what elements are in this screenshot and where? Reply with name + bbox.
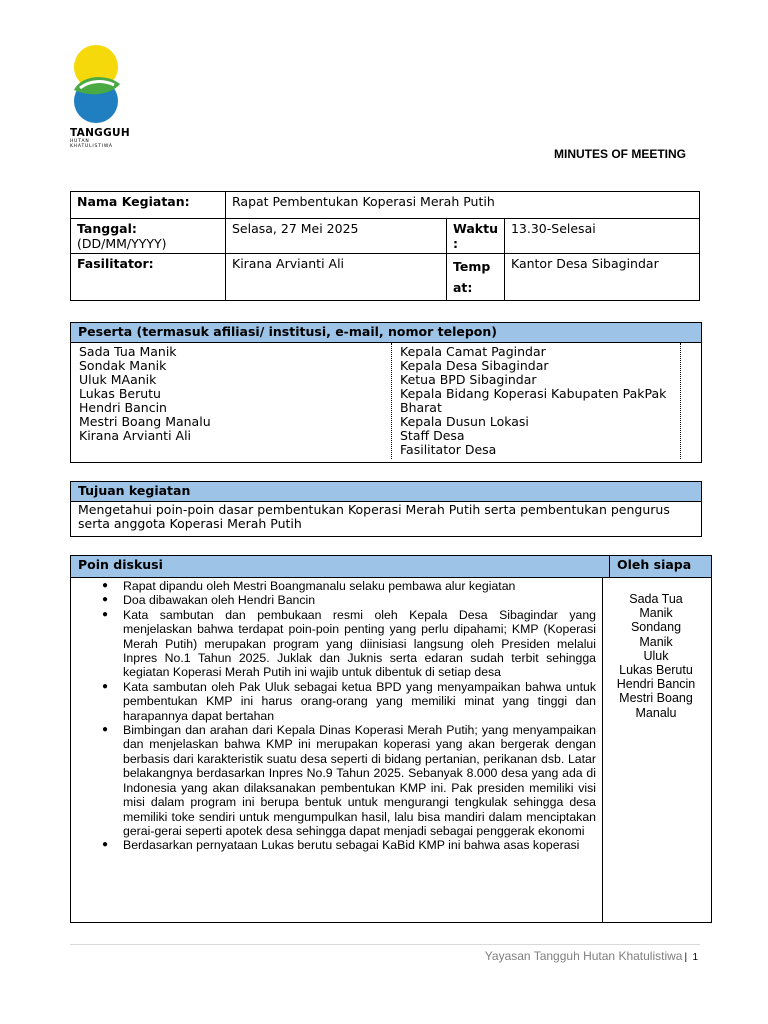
nama-kegiatan-label: Nama Kegiatan: [71,192,226,219]
tanggal-label: Tanggal: [77,221,137,236]
tanggal-value: Selasa, 27 Mei 2025 [226,219,447,254]
peserta-name: Hendri Bancin [79,400,167,415]
logo-name: TANGGUH [70,127,130,139]
tujuan-section [70,481,702,537]
bullet-icon: ● [102,608,109,620]
peserta-role: Kepala Dusun Lokasi [400,414,529,429]
poin-diskusi-header: Poin diskusi [71,556,610,577]
oleh-siapa-item: Hendri Bancin [616,677,696,692]
poin-item: ● Bimbingan dan arahan dari Kepala Dinas Koperasi Merah Putih; yang menyampaikan dan menjelaskan bahwa KMP ini merupakan koperasi yang akan bergerak dengan berbasis dari karakteristik suatu desa seperti di bidang pertanian, perikanan dsb. Latar belakangnya berdasarkan Inpres No.9 Tahun 2025. Sebanyak 8.000 desa yang ada di Indonesia yang akan dilaksanakan pembentukan KMP ini. Pak presiden memiliki visi misi dalam program ini berupa bentuk untuk mengurangi tengkulak sehingga desa memiliki toke sendiri untuk mengumpulkan hasil, lalu bisa mandiri dalam menciptakan gerai-gerai seperti apotek desa sehingga dapat menjadi sebagai penggerak ekonomi [102,723,596,838]
peserta-role: Kepala Desa Sibagindar [400,358,549,373]
poin-list [71,578,603,922]
tangguh-logo-icon [68,44,128,124]
peserta-role: Kepala Bidang Koperasi Kabupaten PakPak Bharat [400,386,667,415]
nama-kegiatan-value: Rapat Pembentukan Koperasi Merah Putih [226,192,700,219]
peserta-role: Ketua BPD Sibagindar [400,372,537,387]
poin-diskusi-section [70,555,712,923]
poin-item: ● Kata sambutan oleh Pak Uluk sebagai ketua BPD yang menyampaikan bahwa untuk pembentukan KMP ini harus orang-orang yang memiliki minat yang tinggi dan harapannya dapat bertahan [102,679,596,723]
oleh-siapa-item: Uluk [643,648,669,663]
oleh-siapa-item: Lukas Berutu [619,663,693,678]
peserta-name: Lukas Berutu [79,386,161,401]
waktu-label: Waktu : [447,219,505,254]
footer-divider [70,944,700,945]
tempat-value: Kantor Desa Sibagindar [504,254,699,301]
bullet-icon: ● [102,580,109,591]
peserta-name: Sondak Manik [79,358,167,373]
peserta-role: Kepala Camat Pagindar [400,344,546,359]
footer-org: Yayasan Tangguh Hutan Khatulistiwa [484,949,683,963]
poin-item: ● Rapat dipandu oleh Mestri Boangmanalu selaku pembawa alur kegiatan [102,579,516,593]
oleh-siapa-item: Sada Tua Manik [629,592,683,621]
peserta-names [71,343,392,459]
poin-item: ● Berdasarkan pernyataan Lukas berutu sebagai KaBid KMP ini bahwa asas koperasi [102,838,580,853]
waktu-value: 13.30-Selesai [504,219,699,254]
peserta-name: Mestri Boang Manalu [79,414,211,429]
tanggal-cell [71,219,226,254]
logo-subtitle: HUTAN KHATULISTIWA [70,139,113,149]
fasilitator-value: Kirana Arvianti Ali [226,254,447,301]
bullet-icon: ● [102,594,109,606]
peserta-name: Kirana Arvianti Ali [79,428,192,443]
tempat-label: Temp at: [447,254,505,301]
bullet-icon: ● [102,724,109,736]
peserta-header: Peserta (termasuk afiliasi/ institusi, e-mail, nomor telepon) [71,323,701,343]
footer [485,949,698,963]
peserta-name: Sada Tua Manik [79,344,177,359]
oleh-siapa-item: Mestri Boang Manalu [619,691,693,720]
peserta-role: Fasilitator Desa [400,442,497,457]
peserta-roles [392,343,681,459]
oleh-siapa-item: Sondang Manik [630,620,682,649]
poin-item: ● Doa dibawakan oleh Hendri Bancin [102,593,316,608]
footer-separator: | [684,952,688,963]
meeting-info-table [70,191,700,301]
peserta-name: Uluk MAanik [79,372,157,387]
bullet-icon: ● [102,839,109,851]
tujuan-header: Tujuan kegiatan [71,482,701,502]
page-number: 1 [692,952,698,963]
bullet-icon: ● [102,680,109,692]
tujuan-text: Mengetahui poin-poin dasar pembentukan Koperasi Merah Putih serta pembentukan pengurus serta anggota Koperasi Merah Putih [78,502,670,531]
oleh-siapa-header: Oleh siapa [617,557,692,572]
poin-item: ● Kata sambutan dan pembukaan resmi oleh Kepala Desa Sibagindar yang menjelaskan bahwa terdapat poin-poin penting yang perlu dipahami; KMP (Koperasi Merah Putih) merupakan program yang diinisiasi langsung oleh Presiden melalui Inpres No.1 Tahun 2025. Juklak dan Juknis serta edaran sudah terbit sehingga kegiatan Koperasi Merah Putih ini wajib untuk dibentuk di setiap desa [102,607,596,680]
peserta-role: Staff Desa [400,428,465,443]
peserta-section [70,322,702,463]
oleh-siapa-list [603,578,709,922]
document-title: MINUTES OF MEETING [554,147,686,161]
tanggal-format: (DD/MM/YYYY) [77,236,167,251]
tangguh-logo [68,44,132,149]
fasilitator-label: Fasilitator: [71,254,226,301]
